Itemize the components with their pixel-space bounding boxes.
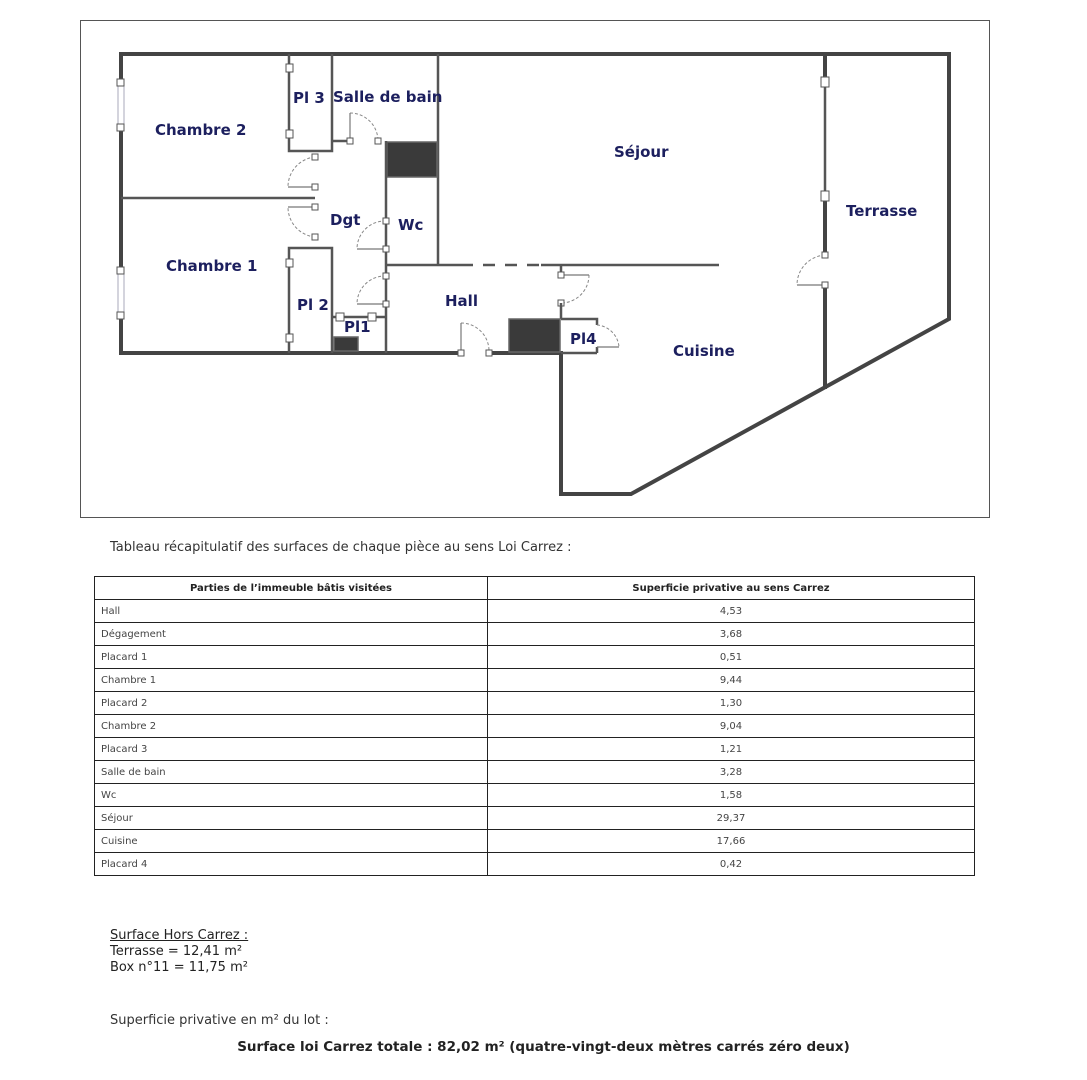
- room-label-terrasse: Terrasse: [846, 202, 918, 220]
- room-area: 17,66: [488, 830, 975, 853]
- hinge: [383, 246, 389, 252]
- room-area: 1,58: [488, 784, 975, 807]
- window-hinge: [117, 79, 124, 86]
- table-row: [95, 807, 975, 830]
- room-label-chambre-1: Chambre 1: [166, 257, 258, 275]
- door-arc: [357, 276, 386, 304]
- door-arc: [797, 255, 825, 285]
- room-name: Séjour: [95, 807, 488, 830]
- table-row: [95, 784, 975, 807]
- table-row: [95, 623, 975, 646]
- room-area: 0,51: [488, 646, 975, 669]
- room-name: Placard 1: [95, 646, 488, 669]
- room-label-pl3: Pl 3: [293, 89, 325, 107]
- room-area: 3,28: [488, 761, 975, 784]
- hinge: [286, 64, 293, 72]
- window: [118, 81, 124, 127]
- room-area: 9,44: [488, 669, 975, 692]
- room-label-chambre-2: Chambre 2: [155, 121, 247, 139]
- room-area: 29,37: [488, 807, 975, 830]
- door-arc: [350, 113, 378, 141]
- window-hinge: [117, 124, 124, 131]
- hinge: [312, 184, 318, 190]
- room-label-pl4: Pl4: [570, 330, 597, 348]
- room-label-hall: Hall: [445, 292, 478, 310]
- appliance-block: [509, 319, 560, 352]
- hinge: [486, 350, 492, 356]
- room-label-cuisine: Cuisine: [673, 342, 735, 360]
- hinge: [821, 77, 829, 87]
- hinge: [312, 204, 318, 210]
- table-row: [95, 853, 975, 876]
- hors-carrez-terrasse: Terrasse = 12,41 m²: [110, 944, 243, 959]
- hinge: [347, 138, 353, 144]
- total-carrez-surface: Surface loi Carrez totale : 82,02 m² (quatre-vingt-deux mètres carrés zéro deux): [237, 1039, 850, 1055]
- table-row: [95, 715, 975, 738]
- room-label-salle-de-bain: Salle de bain: [333, 88, 443, 106]
- hinge: [286, 259, 293, 267]
- room-name: Hall: [95, 600, 488, 623]
- hors-carrez-section: [110, 928, 248, 976]
- room-label-sejour: Séjour: [614, 143, 669, 161]
- hinge: [286, 334, 293, 342]
- table-row: [95, 600, 975, 623]
- room-label-dgt: Dgt: [330, 211, 361, 229]
- table-row: [95, 646, 975, 669]
- surface-summary-table: [94, 576, 975, 876]
- hinge: [558, 272, 564, 278]
- room-area: 1,21: [488, 738, 975, 761]
- hors-carrez-box: Box n°11 = 11,75 m²: [110, 960, 248, 975]
- hinge: [383, 273, 389, 279]
- room-area: 1,30: [488, 692, 975, 715]
- hinge: [821, 191, 829, 201]
- closet-pl4-wall: [561, 319, 597, 325]
- room-name: Placard 3: [95, 738, 488, 761]
- room-name: Salle de bain: [95, 761, 488, 784]
- room-name: Dégagement: [95, 623, 488, 646]
- hinge: [286, 130, 293, 138]
- hinge: [822, 282, 828, 288]
- room-label-wc: Wc: [398, 216, 424, 234]
- room-name: Chambre 2: [95, 715, 488, 738]
- column-header-area: Superficie privative au sens Carrez: [488, 577, 975, 600]
- hinge: [383, 301, 389, 307]
- room-name: Cuisine: [95, 830, 488, 853]
- meter-block: [334, 337, 358, 351]
- room-name: Wc: [95, 784, 488, 807]
- superficie-label: Superficie privative en m² du lot :: [110, 1013, 329, 1028]
- room-area: 4,53: [488, 600, 975, 623]
- table-row: [95, 761, 975, 784]
- column-header-room: Parties de l’immeuble bâtis visitées: [95, 577, 488, 600]
- hinge: [383, 218, 389, 224]
- hors-carrez-title: Surface Hors Carrez :: [110, 928, 249, 943]
- door-arc: [561, 275, 589, 303]
- door-arc: [288, 207, 315, 237]
- door-arc: [461, 323, 489, 351]
- hinge: [458, 350, 464, 356]
- hinge: [336, 313, 344, 321]
- window: [118, 271, 124, 316]
- room-name: Placard 2: [95, 692, 488, 715]
- room-area: 9,04: [488, 715, 975, 738]
- table-row: [95, 692, 975, 715]
- door-arc: [597, 325, 619, 347]
- room-label-pl1: Pl1: [344, 318, 371, 336]
- table-row: [95, 738, 975, 761]
- hinge: [312, 154, 318, 160]
- floor-plan: [80, 20, 990, 518]
- hinge: [375, 138, 381, 144]
- table-header-row: [95, 577, 975, 600]
- hinge: [822, 252, 828, 258]
- room-label-pl2: Pl 2: [297, 296, 329, 314]
- table-row: [95, 830, 975, 853]
- room-area: 3,68: [488, 623, 975, 646]
- floor-plan-drawing: [1, 1, 1087, 541]
- room-name: Placard 4: [95, 853, 488, 876]
- room-name: Chambre 1: [95, 669, 488, 692]
- table-row: [95, 669, 975, 692]
- table-caption: Tableau récapitulatif des surfaces de chaque pièce au sens Loi Carrez :: [110, 540, 572, 555]
- bathtub-block: [387, 142, 437, 177]
- door-arc: [357, 221, 386, 249]
- window-hinge: [117, 312, 124, 319]
- room-area: 0,42: [488, 853, 975, 876]
- door-arc: [288, 157, 315, 187]
- window-hinge: [117, 267, 124, 274]
- hinge: [312, 234, 318, 240]
